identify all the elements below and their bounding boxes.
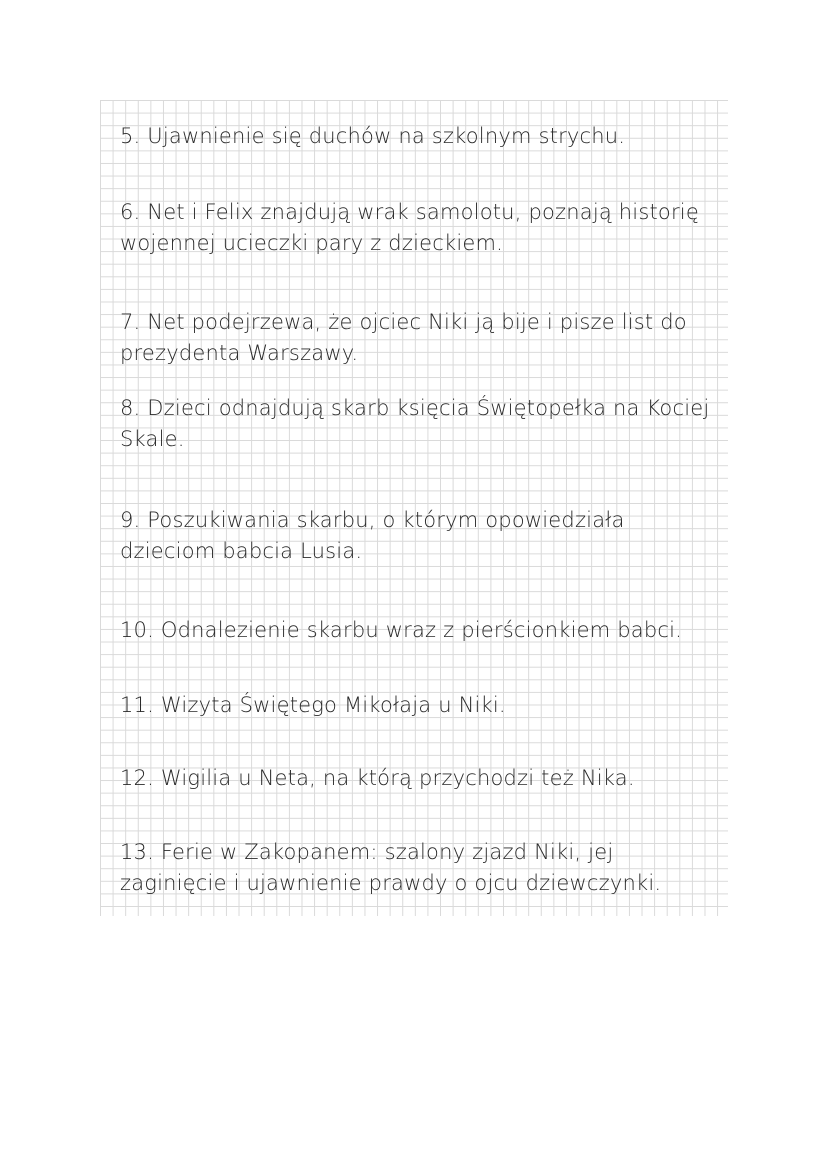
plot-point-7: 7. Net podejrzewa, że ojciec Niki ją bije i pisze list do prezydenta Warszawy. <box>120 310 687 365</box>
plot-point-13: 13. Ferie w Zakopanem: szalony zjazd Niki, jej zaginięcie i ujawnienie prawdy o ojcu dziewczynki. <box>120 840 662 895</box>
plot-point-10: 10. Odnalezienie skarbu wraz z pierścionkiem babci. <box>120 618 683 642</box>
plot-point-12: 12. Wigilia u Neta, na którą przychodzi też Nika. <box>120 766 635 790</box>
plot-point-9: 9. Poszukiwania skarbu, o którym opowiedziała dzieciom babcia Lusia. <box>120 508 625 563</box>
plot-point-5: 5. Ujawnienie się duchów na szkolnym strychu. <box>120 124 626 148</box>
plot-point-6: 6. Net i Felix znajdują wrak samolotu, poznają historię wojennej ucieczki pary z dzieckiem. <box>120 200 699 255</box>
plot-points-list <box>100 100 728 916</box>
plot-point-11: 11. Wizyta Świętego Mikołaja u Niki. <box>120 693 506 717</box>
plot-point-8: 8. Dzieci odnajdują skarb księcia Świętopełka na Kociej Skale. <box>120 396 710 451</box>
grid-paper-sheet <box>100 100 728 916</box>
